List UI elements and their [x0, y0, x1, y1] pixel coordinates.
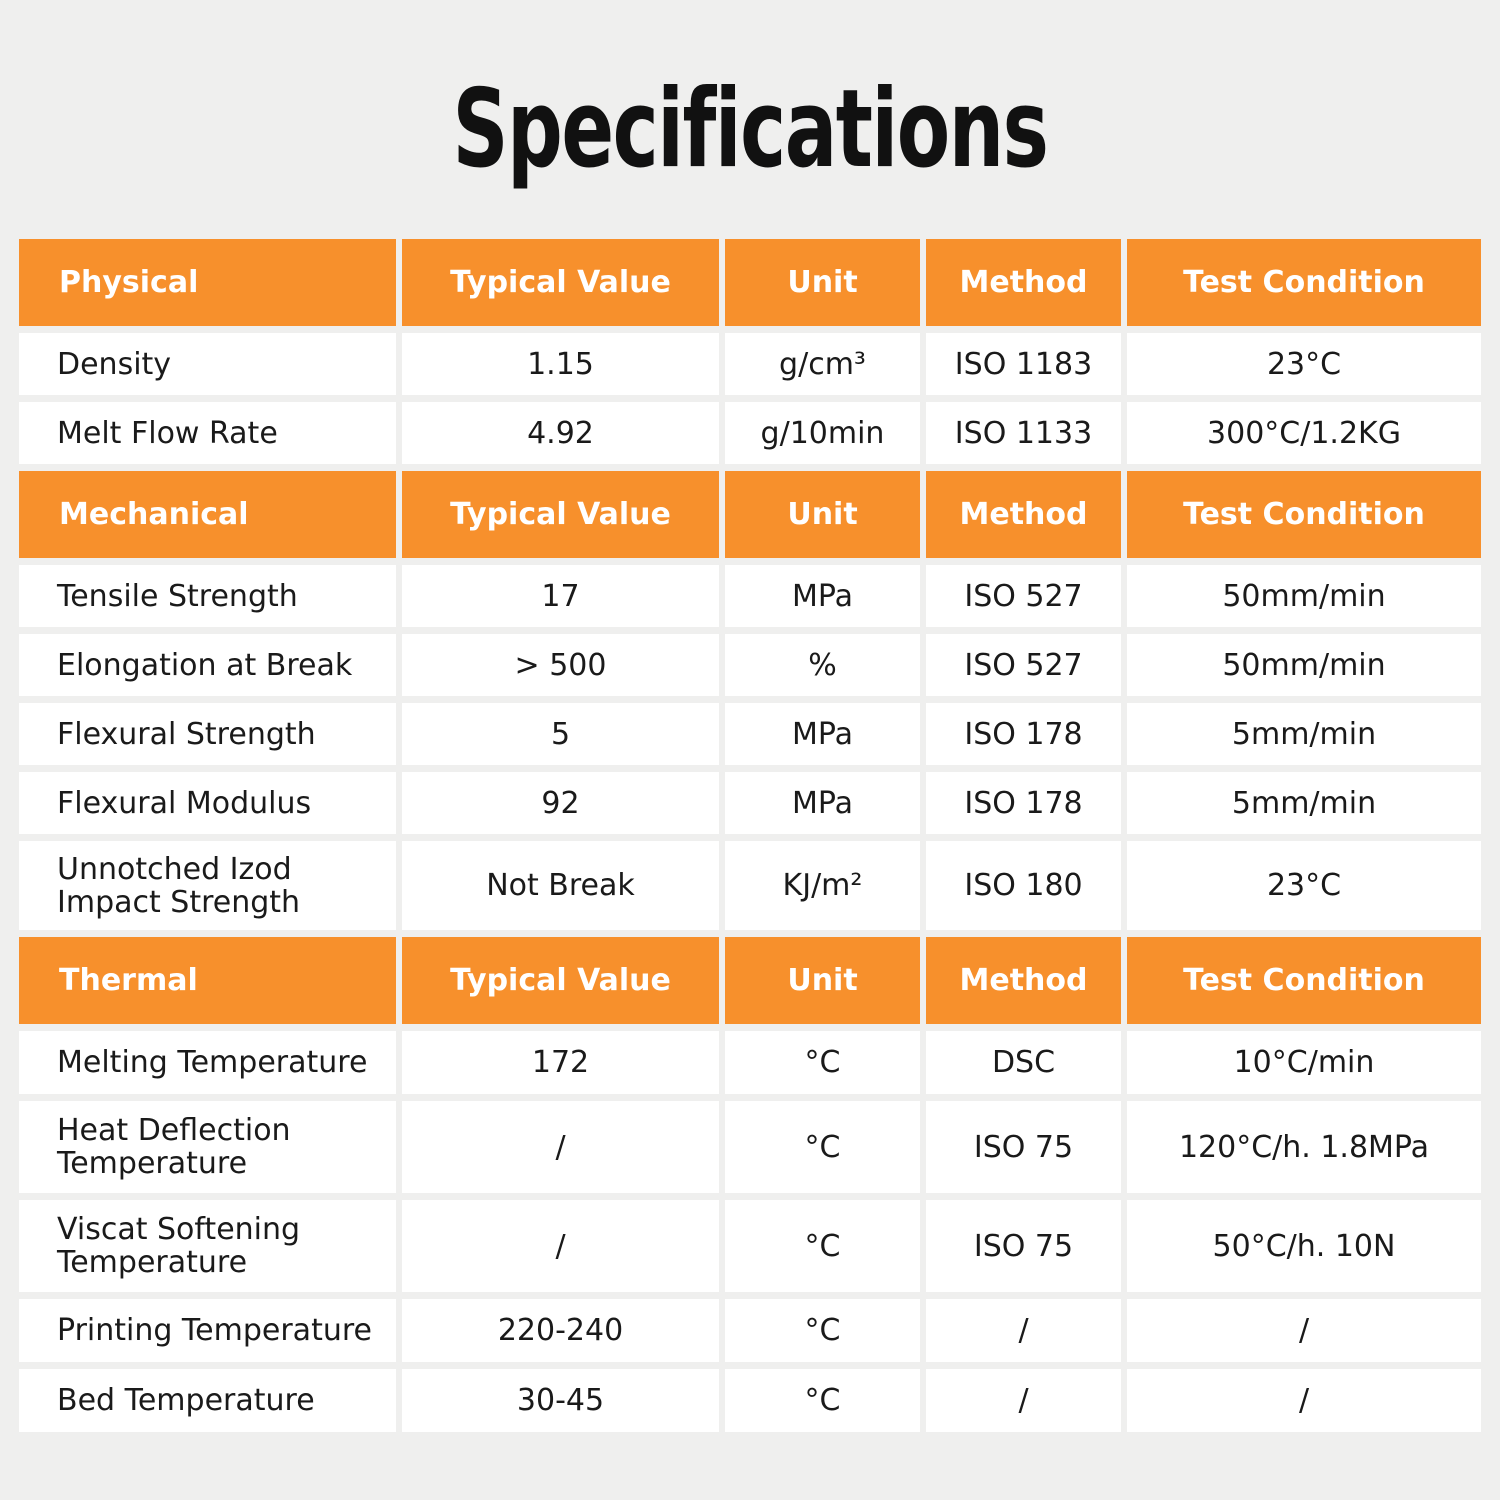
condition-cell: 5mm/min — [1127, 703, 1481, 765]
unit-cell: °C — [725, 1101, 920, 1193]
value-cell: 17 — [402, 565, 719, 627]
condition-cell: 50mm/min — [1127, 565, 1481, 627]
value-cell: 4.92 — [402, 402, 719, 464]
method-cell: ISO 527 — [926, 565, 1121, 627]
condition-cell: 120°C/h. 1.8MPa — [1127, 1101, 1481, 1193]
condition-cell: 10°C/min — [1127, 1031, 1481, 1094]
table-row — [19, 333, 1481, 395]
condition-cell: / — [1127, 1369, 1481, 1432]
header-test-condition: Test Condition — [1127, 239, 1481, 326]
header-unit: Unit — [725, 471, 920, 558]
method-cell: ISO 180 — [926, 841, 1121, 930]
unit-cell: MPa — [725, 565, 920, 627]
value-cell: 30-45 — [402, 1369, 719, 1432]
table-row — [19, 1101, 1481, 1193]
table-row — [19, 1299, 1481, 1362]
method-cell: ISO 75 — [926, 1101, 1121, 1193]
method-cell: ISO 527 — [926, 634, 1121, 696]
unit-cell: g/cm³ — [725, 333, 920, 395]
header-method: Method — [926, 471, 1121, 558]
unit-cell: % — [725, 634, 920, 696]
property-cell: Heat Deflection Temperature — [19, 1101, 396, 1193]
method-cell: ISO 1133 — [926, 402, 1121, 464]
header-test-condition: Test Condition — [1127, 471, 1481, 558]
property-cell: Flexural Strength — [19, 703, 396, 765]
section-label-physical: Physical — [19, 239, 396, 326]
table-row — [19, 634, 1481, 696]
method-cell: ISO 1183 — [926, 333, 1121, 395]
condition-cell: 300°C/1.2KG — [1127, 402, 1481, 464]
table-row — [19, 1200, 1481, 1292]
property-cell: Unnotched Izod Impact Strength — [19, 841, 396, 930]
value-cell: 220-240 — [402, 1299, 719, 1362]
value-cell: / — [402, 1200, 719, 1292]
header-row-mechanical — [19, 471, 1481, 558]
header-typical-value: Typical Value — [402, 239, 719, 326]
header-method: Method — [926, 937, 1121, 1024]
unit-cell: °C — [725, 1369, 920, 1432]
property-cell: Printing Temperature — [19, 1299, 396, 1362]
header-row-thermal — [19, 937, 1481, 1024]
table-row — [19, 402, 1481, 464]
spec-table — [19, 239, 1481, 1439]
table-row — [19, 703, 1481, 765]
condition-cell: 23°C — [1127, 333, 1481, 395]
value-cell: 92 — [402, 772, 719, 834]
header-typical-value: Typical Value — [402, 471, 719, 558]
value-cell: 1.15 — [402, 333, 719, 395]
condition-cell: 5mm/min — [1127, 772, 1481, 834]
condition-cell: / — [1127, 1299, 1481, 1362]
property-cell: Bed Temperature — [19, 1369, 396, 1432]
property-cell: Melt Flow Rate — [19, 402, 396, 464]
value-cell: Not Break — [402, 841, 719, 930]
table-row — [19, 565, 1481, 627]
header-method: Method — [926, 239, 1121, 326]
condition-cell: 50°C/h. 10N — [1127, 1200, 1481, 1292]
unit-cell: °C — [725, 1299, 920, 1362]
header-typical-value: Typical Value — [402, 937, 719, 1024]
property-cell: Viscat Softening Temperature — [19, 1200, 396, 1292]
unit-cell: MPa — [725, 772, 920, 834]
method-cell: / — [926, 1369, 1121, 1432]
value-cell: / — [402, 1101, 719, 1193]
table-row — [19, 772, 1481, 834]
unit-cell: MPa — [725, 703, 920, 765]
method-cell: DSC — [926, 1031, 1121, 1094]
value-cell: 172 — [402, 1031, 719, 1094]
unit-cell: KJ/m² — [725, 841, 920, 930]
method-cell: ISO 178 — [926, 703, 1121, 765]
header-test-condition: Test Condition — [1127, 937, 1481, 1024]
section-label-mechanical: Mechanical — [19, 471, 396, 558]
method-cell: ISO 178 — [926, 772, 1121, 834]
unit-cell: °C — [725, 1031, 920, 1094]
header-row-physical — [19, 239, 1481, 326]
table-row — [19, 1031, 1481, 1094]
table-row — [19, 841, 1481, 930]
property-cell: Density — [19, 333, 396, 395]
unit-cell: g/10min — [725, 402, 920, 464]
unit-cell: °C — [725, 1200, 920, 1292]
condition-cell: 50mm/min — [1127, 634, 1481, 696]
method-cell: / — [926, 1299, 1121, 1362]
method-cell: ISO 75 — [926, 1200, 1121, 1292]
page-title: Specifications — [452, 67, 1048, 192]
value-cell: 5 — [402, 703, 719, 765]
table-row — [19, 1369, 1481, 1432]
section-label-thermal: Thermal — [19, 937, 396, 1024]
property-cell: Melting Temperature — [19, 1031, 396, 1094]
header-unit: Unit — [725, 239, 920, 326]
property-cell: Elongation at Break — [19, 634, 396, 696]
property-cell: Tensile Strength — [19, 565, 396, 627]
property-cell: Flexural Modulus — [19, 772, 396, 834]
condition-cell: 23°C — [1127, 841, 1481, 930]
value-cell: > 500 — [402, 634, 719, 696]
header-unit: Unit — [725, 937, 920, 1024]
